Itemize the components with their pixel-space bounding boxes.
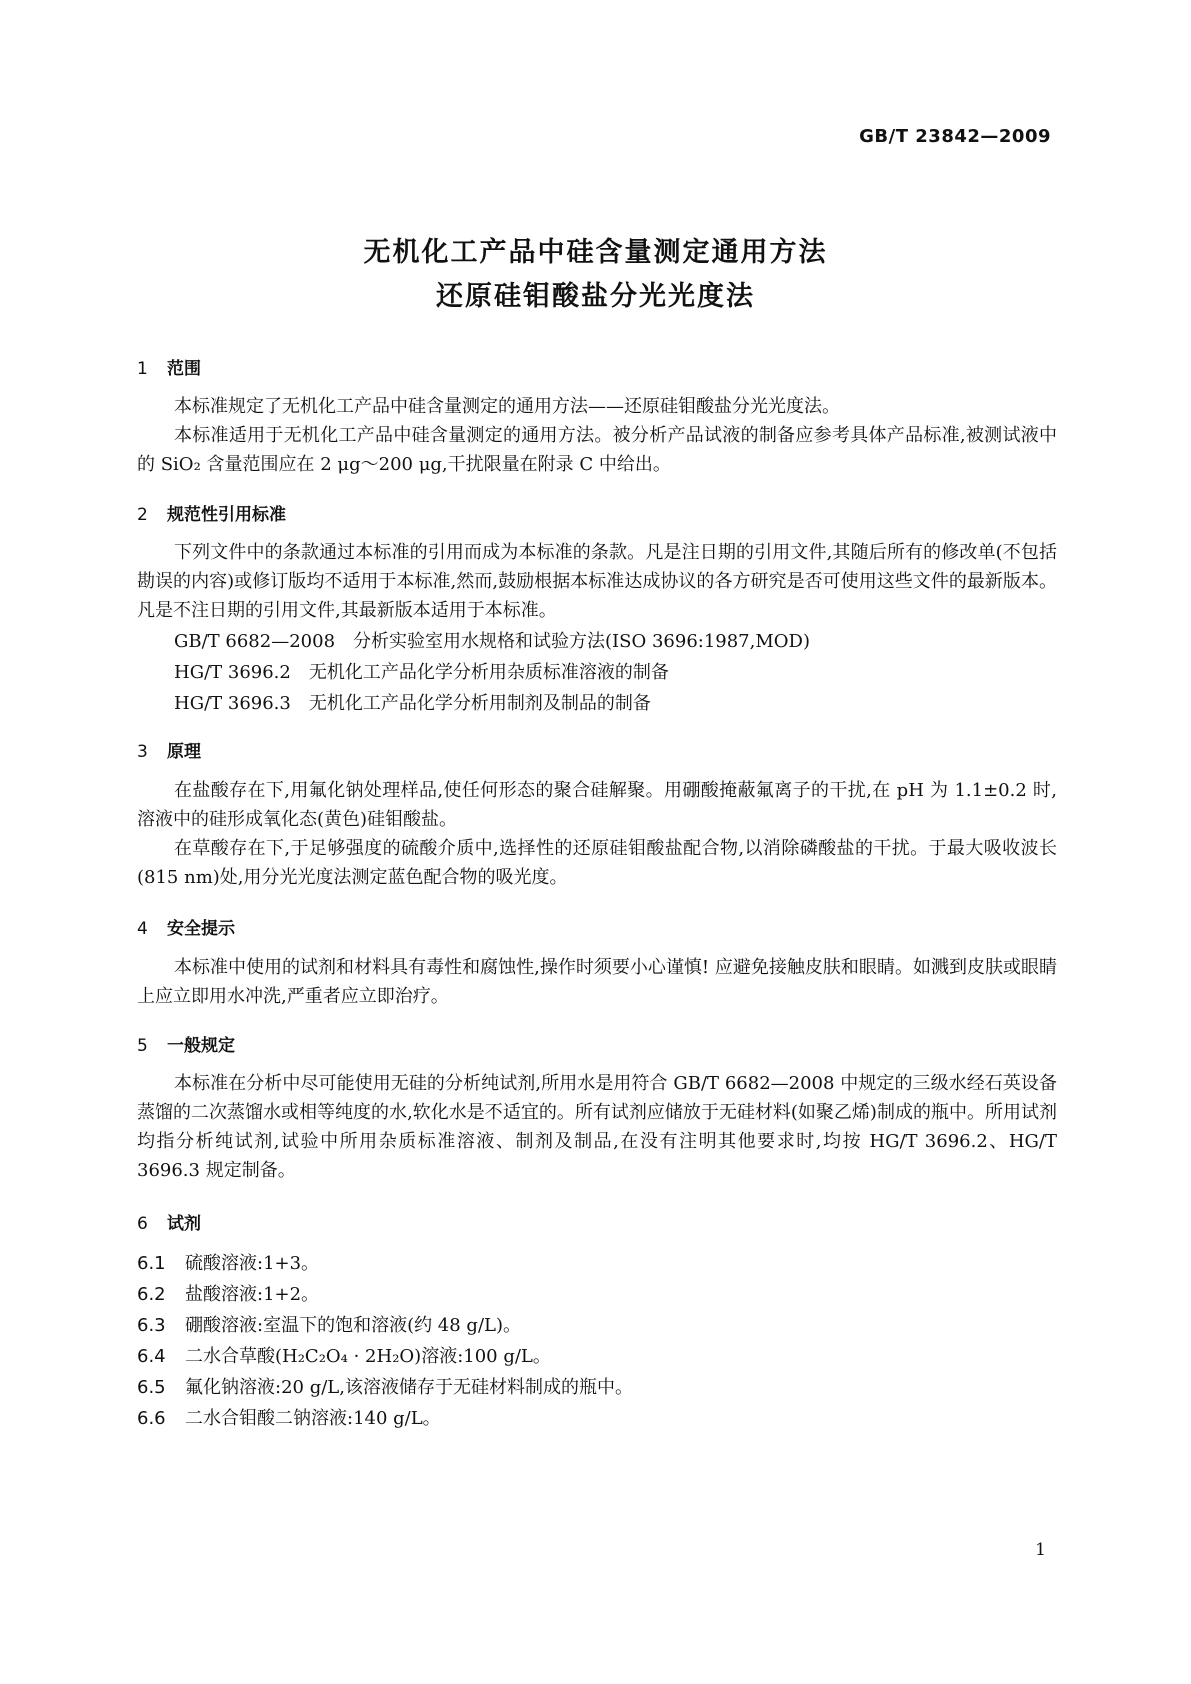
section-heading-6 [137,1209,201,1234]
section-heading-3 [137,737,201,762]
section-title: 范围 [167,359,201,379]
reference-code: HG/T 3696.3 [174,693,291,714]
section-heading-5 [137,1031,235,1056]
section-5-body [137,1069,1057,1185]
reference-code: HG/T 3696.2 [174,662,291,683]
item-text: 氟化钠溶液:20 g/L,该溶液储存于无硅材料制成的瓶中。 [185,1377,633,1398]
section-2-body [137,538,1057,625]
section-heading-2 [137,500,286,525]
section-title: 原理 [167,742,201,762]
reagent-item [137,1280,319,1306]
item-number: 6.2 [137,1284,166,1305]
paragraph: 在草酸存在下,于足够强度的硫酸介质中,选择性的还原硅钼酸盐配合物,以消除磷酸盐的干扰。于最大吸收波长(815 nm)处,用分光光度法测定蓝色配合物的吸光度。 [137,838,1057,888]
item-number: 6.3 [137,1315,166,1336]
document-title: 无机化工产品中硅含量测定通用方法 [363,237,828,268]
paragraph: 本标准中使用的试剂和材料具有毒性和腐蚀性,操作时须要小心谨慎! 应避免接触皮肤和眼睛。如溅到皮肤或眼睛上应立即用水冲洗,严重者应立即治疗。 [137,957,1057,1007]
item-text: 硫酸溶液:1+3。 [185,1253,320,1274]
section-number: 4 [137,919,148,939]
item-text: 二水合钼酸二钠溶液:140 g/L。 [185,1408,441,1429]
page-number: 1 [1035,1540,1046,1560]
item-text: 二水合草酸(H₂C₂O₄ · 2H₂O)溶液:100 g/L。 [185,1346,551,1367]
section-title: 规范性引用标准 [167,505,286,525]
section-title: 试剂 [167,1214,201,1234]
paragraph: 本标准规定了无机化工产品中硅含量测定的通用方法——还原硅钼酸盐分光光度法。 [174,396,840,417]
reference-code: GB/T 6682—2008 [174,631,336,652]
reagent-item [137,1404,441,1430]
section-4-body [137,953,1057,1011]
item-number: 6.1 [137,1253,166,1274]
reference-item [174,627,810,653]
item-text: 硼酸溶液:室温下的饱和溶液(约 48 g/L)。 [185,1315,521,1336]
reference-title: 分析实验室用水规格和试验方法(ISO 3696:1987,MOD) [353,631,811,652]
section-title: 一般规定 [167,1036,235,1056]
reagent-item [137,1249,319,1275]
paragraph: 本标准适用于无机化工产品中硅含量测定的通用方法。被分析产品试液的制备应参考具体产品标准,被测试液中的 SiO₂ 含量范围应在 2 μg～200 μg,干扰限量在附录 C 中给出。 [137,425,1057,475]
section-heading-1 [137,354,201,379]
reference-title: 无机化工产品化学分析用制剂及制品的制备 [308,693,651,714]
reagent-item [137,1311,521,1337]
paragraph: 本标准在分析中尽可能使用无硅的分析纯试剂,所用水是用符合 GB/T 6682—2008 中规定的三级水经石英设备蒸馏的二次蒸馏水或相等纯度的水,软化水是不适宜的。所有试剂应储放于无硅材料(如聚乙烯)制成的瓶中。所用试剂均指分析纯试剂,试验中所用杂质标准溶液、制剂及制品,在没有注明其他要求时,均按 HG/T 3696.2、HG/T 3696.3 规定制备。 [137,1073,1057,1181]
item-text: 盐酸溶液:1+2。 [185,1284,320,1305]
section-number: 5 [137,1036,148,1056]
section-title: 安全提示 [167,919,235,939]
section-number: 1 [137,359,148,379]
standard-number: GB/T 23842—2009 [859,126,1051,147]
reagent-item [137,1342,551,1368]
section-3-body [137,776,1057,892]
document-subtitle: 还原硅钼酸盐分光光度法 [436,281,755,312]
item-number: 6.4 [137,1346,166,1367]
section-number: 2 [137,505,148,525]
reagent-item [137,1373,633,1399]
item-number: 6.5 [137,1377,166,1398]
reference-title: 无机化工产品化学分析用杂质标准溶液的制备 [308,662,669,683]
reference-item [174,689,651,715]
section-number: 3 [137,742,148,762]
section-1-body [137,392,1057,479]
item-number: 6.6 [137,1408,166,1429]
paragraph: 在盐酸存在下,用氟化钠处理样品,使任何形态的聚合硅解聚。用硼酸掩蔽氟离子的干扰,在 pH 为 1.1±0.2 时,溶液中的硅形成氧化态(黄色)硅钼酸盐。 [137,780,1057,830]
section-number: 6 [137,1214,148,1234]
paragraph: 下列文件中的条款通过本标准的引用而成为本标准的条款。凡是注日期的引用文件,其随后所有的修改单(不包括勘误的内容)或修订版均不适用于本标准,然而,鼓励根据本标准达成协议的各方研究是否可使用这些文件的最新版本。凡是不注日期的引用文件,其最新版本适用于本标准。 [137,542,1057,621]
reference-item [174,658,669,684]
section-heading-4 [137,914,235,939]
